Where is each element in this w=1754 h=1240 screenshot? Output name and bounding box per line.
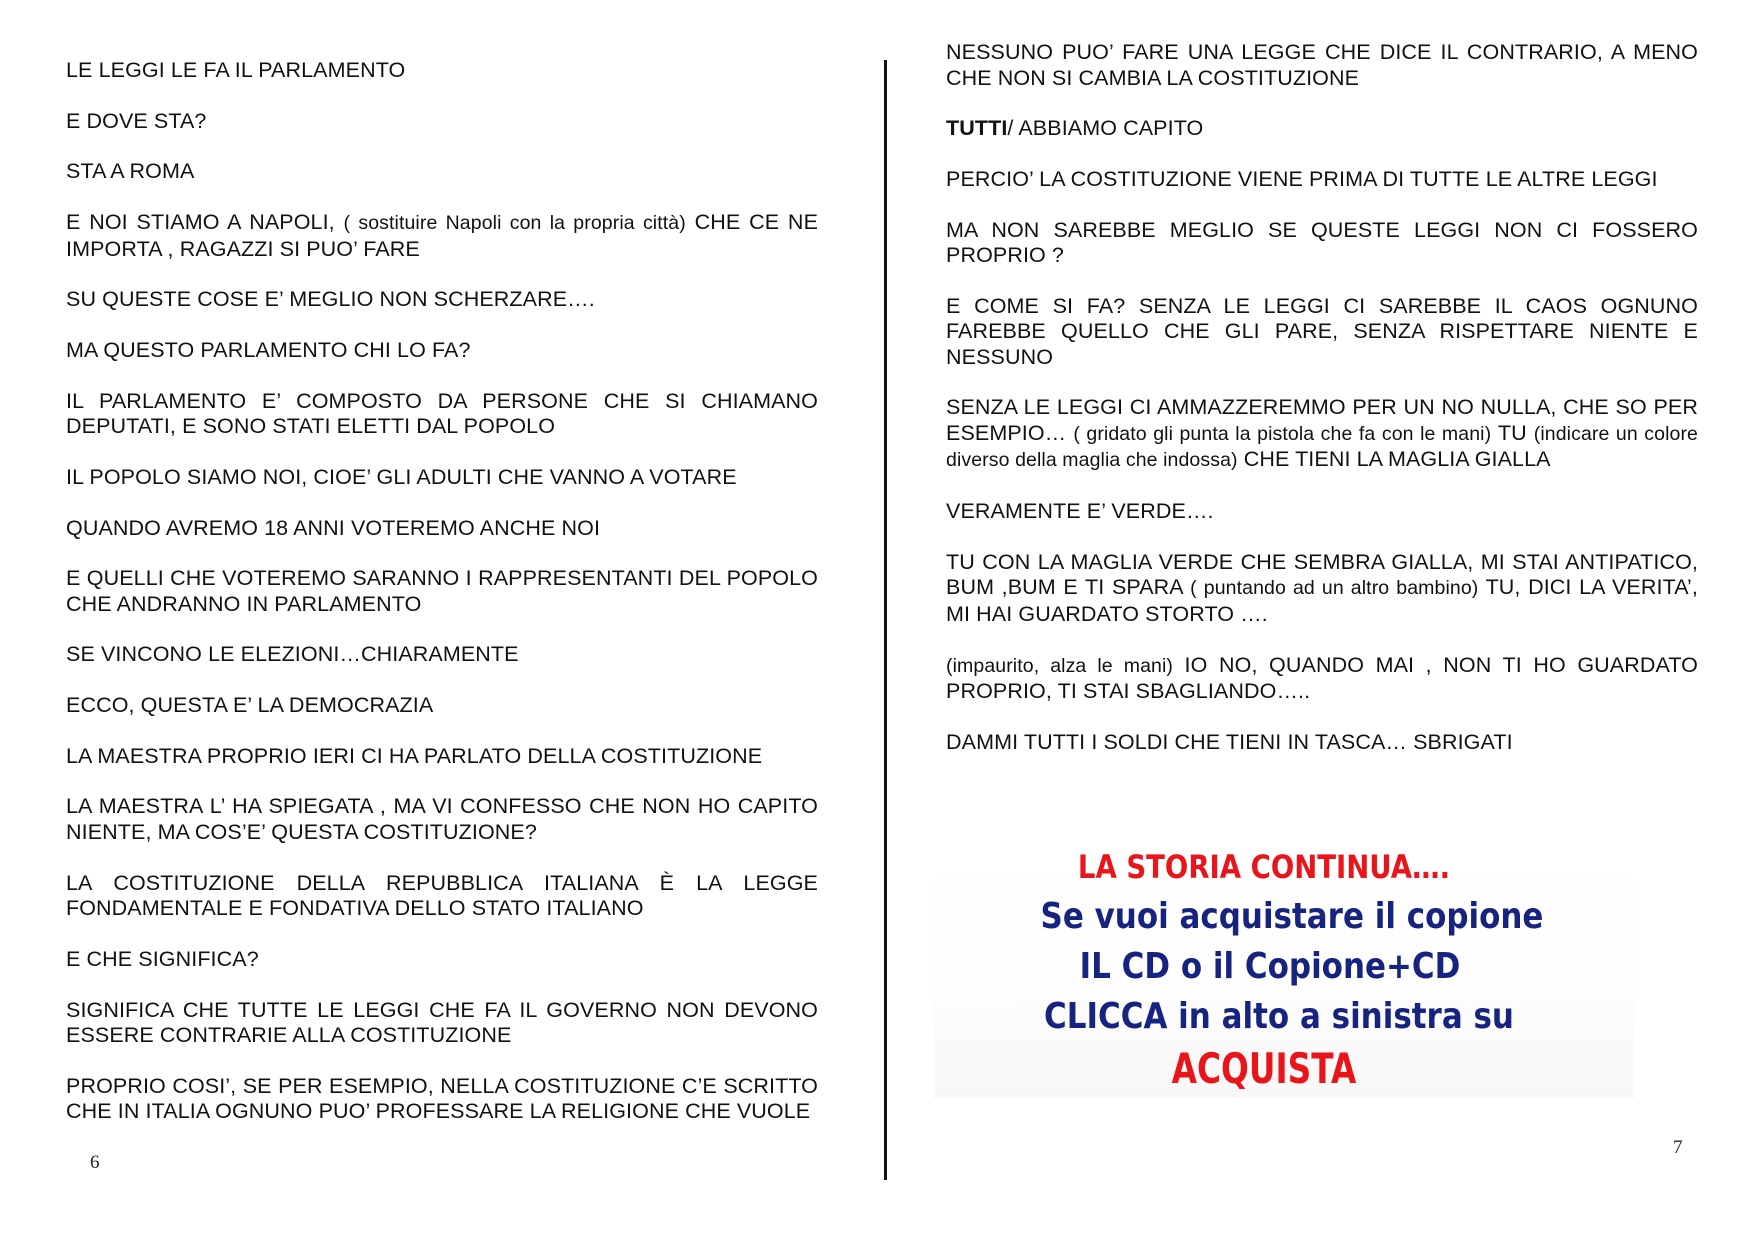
paragraph: MA NON SAREBBE MEGLIO SE QUESTE LEGGI NON CI FOSSERO PROPRIO ? xyxy=(946,217,1698,268)
paragraph-tutti xyxy=(946,116,1698,142)
paragraph: VERAMENTE E’ VERDE…. xyxy=(946,499,1214,524)
paragraph: IL POPOLO SIAMO NOI, CIOE’ GLI ADULTI CHE VANNO A VOTARE xyxy=(66,464,737,489)
page-number: 6 xyxy=(90,1152,100,1173)
stage-direction: (impaurito, alza le mani) xyxy=(946,654,1173,677)
stage-direction: ( puntando ad un altro bambino) xyxy=(1190,577,1479,600)
paragraph-text: CHE TIENI LA MAGLIA GIALLA xyxy=(1237,447,1551,472)
paragraph: STA A ROMA xyxy=(66,159,195,184)
paragraph: QUANDO AVREMO 18 ANNI VOTEREMO ANCHE NOI xyxy=(66,515,601,540)
paragraph: E DOVE STA? xyxy=(66,108,207,133)
paragraph-maglia xyxy=(946,550,1698,628)
promo-line: IL CD o il Copione+CD xyxy=(1079,946,1461,987)
paragraph: E QUELLI CHE VOTEREMO SARANNO I RAPPRESENTANTI DEL POPOLO CHE ANDRANNO IN PARLAMENTO xyxy=(66,566,818,616)
paragraph: NESSUNO PUO’ FARE UNA LEGGE CHE DICE IL CONTRARIO, A MENO CHE NON SI CAMBIA LA COSTITUZIONE xyxy=(946,40,1698,90)
paragraph-text: TU CON LA MAGLIA VERDE CHE SEMBRA GIALLA, MI STAI ANTIPATICO, BUM ,BUM E TI SPARA xyxy=(946,549,1698,600)
paragraph-leggi xyxy=(946,395,1698,474)
paragraph-text: TU, DICI LA VERITA’, MI HAI GUARDATO STORTO …. xyxy=(946,575,1699,626)
paragraph-text: SENZA LE LEGGI CI AMMAZZEREMMO PER UN NO NULLA, CHE SO PER ESEMPIO… xyxy=(946,395,1698,445)
right-page xyxy=(946,0,1698,1240)
purchase-promo-banner[interactable] xyxy=(934,848,1634,1098)
paragraph: PROPRIO COSI’, SE PER ESEMPIO, NELLA COSTITUZIONE C’E SCRITTO CHE IN ITALIA OGNUNO PUO’ PROFESSARE LA RELIGIONE CHE VUOLE xyxy=(66,1073,818,1124)
paragraph: LA MAESTRA L’ HA SPIEGATA , MA VI CONFESSO CHE NON HO CAPITO NIENTE, MA COS’E’ QUESTA COSTITUZIONE? xyxy=(66,794,818,844)
center-divider xyxy=(884,60,887,1180)
paragraph-text: TU xyxy=(1491,420,1534,445)
stage-direction: ( gridato gli punta la pistola che fa con le mani) xyxy=(1073,422,1492,445)
page-number: 7 xyxy=(1673,1137,1683,1158)
paragraph: ECCO, QUESTA E’ LA DEMOCRAZIA xyxy=(66,693,434,718)
promo-line: CLICCA in alto a sinistra su xyxy=(1044,996,1514,1037)
paragraph-text: IO NO, QUANDO MAI , NON TI HO GUARDATO PROPRIO, TI STAI SBAGLIANDO….. xyxy=(946,652,1698,703)
paragraph-impaurito xyxy=(946,653,1698,705)
left-page xyxy=(66,0,818,1240)
stage-direction: ( sostituire Napoli con la propria città) xyxy=(343,212,686,235)
promo-acquista[interactable]: ACQUISTA xyxy=(1171,1044,1357,1093)
paragraph: MA QUESTO PARLAMENTO CHI LO FA? xyxy=(66,337,471,362)
paragraph: SE VINCONO LE ELEZIONI…CHIARAMENTE xyxy=(66,642,519,667)
paragraph-napoli xyxy=(66,210,818,262)
promo-heading: LA STORIA CONTINUA…. xyxy=(1077,848,1451,886)
right-column xyxy=(946,40,1698,780)
paragraph: PERCIO’ LA COSTITUZIONE VIENE PRIMA DI TUTTE LE ALTRE LEGGI xyxy=(946,166,1658,191)
left-column xyxy=(66,58,818,1150)
paragraph: SU QUESTE COSE E’ MEGLIO NON SCHERZARE…. xyxy=(66,287,595,312)
paragraph: LE LEGGI LE FA IL PARLAMENTO xyxy=(66,58,406,82)
paragraph-text: / ABBIAMO CAPITO xyxy=(1007,116,1204,141)
promo-line: Se vuoi acquistare il copione xyxy=(1040,896,1544,937)
paragraph: DAMMI TUTTI I SOLDI CHE TIENI IN TASCA… SBRIGATI xyxy=(946,729,1513,754)
paragraph: LA COSTITUZIONE DELLA REPUBBLICA ITALIANA È LA LEGGE FONDAMENTALE E FONDATIVA DELLO STATO ITALIANO xyxy=(66,870,818,921)
paragraph: LA MAESTRA PROPRIO IERI CI HA PARLATO DELLA COSTITUZIONE xyxy=(66,743,763,768)
paragraph: IL PARLAMENTO E’ COMPOSTO DA PERSONE CHE SI CHIAMANO DEPUTATI, E SONO STATI ELETTI DAL POPOLO xyxy=(66,388,818,439)
paragraph-text: E NOI STIAMO A NAPOLI, xyxy=(66,210,344,235)
paragraph: E COME SI FA? SENZA LE LEGGI CI SAREBBE IL CAOS OGNUNO FAREBBE QUELLO CHE GLI PARE, SENZA RISPETTARE NIENTE E NESSUNO xyxy=(946,293,1698,369)
speaker-label: TUTTI xyxy=(946,116,1008,141)
stage-direction: (indicare un colore diverso della maglia che indossa) xyxy=(946,422,1698,472)
paragraph: E CHE SIGNIFICA? xyxy=(66,946,259,971)
paragraph: SIGNIFICA CHE TUTTE LE LEGGI CHE FA IL GOVERNO NON DEVONO ESSERE CONTRARIE ALLA COSTITUZIONE xyxy=(66,997,818,1047)
paragraph-text: CHE CE NE IMPORTA , RAGAZZI SI PUO’ FARE xyxy=(66,210,819,261)
